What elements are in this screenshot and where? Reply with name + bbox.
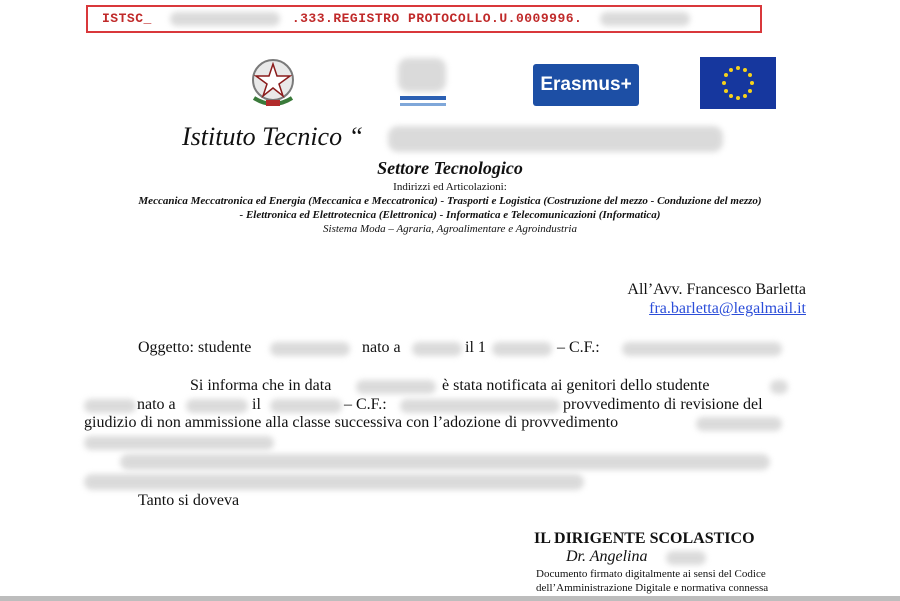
institute-subheading: Indirizzi ed Articolazioni: [393, 181, 507, 193]
para1-start: Si informa che in data [190, 377, 332, 394]
redaction [120, 454, 770, 470]
signature-note-1: Documento firmato digitalmente ai sensi del Codice [536, 568, 766, 580]
signature-name: Dr. Angelina [566, 548, 648, 565]
subject-prefix: Oggetto: studente [138, 339, 252, 356]
redaction [398, 58, 446, 92]
signature-note-2: dell’Amministrazione Digitale e normativa connessa [536, 582, 769, 594]
redaction [696, 417, 782, 431]
protocol-right: .333.REGISTRO PROTOCOLLO.U.0009996. [291, 11, 583, 26]
para2-cf: – C.F.: [344, 396, 387, 413]
logo-stripe [400, 96, 446, 100]
institute-subtitle: Settore Tecnologico [377, 158, 523, 178]
erasmus-logo [533, 64, 639, 106]
redaction [270, 342, 350, 356]
italian-emblem-logo [246, 54, 300, 110]
subject-cf: – C.F.: [557, 339, 600, 356]
para2-il: il [252, 396, 261, 413]
closing-text: Tanto si doveva [138, 492, 240, 509]
redaction [400, 399, 560, 413]
redaction [412, 342, 462, 356]
redaction [666, 551, 706, 565]
redaction [388, 126, 723, 152]
protocol-left: ISTSC_ [102, 11, 152, 26]
redaction [186, 399, 248, 413]
signature-role: IL DIRIGENTE SCOLASTICO [534, 530, 755, 547]
para2-nato: nato a [137, 396, 176, 413]
recipient-name: All’Avv. Francesco Barletta [627, 281, 806, 298]
redaction [356, 380, 436, 394]
institute-line-2: - Elettronica ed Elettrotecnica (Elettronica) - Informatica e Telecomunicazioni (Informatica) [239, 209, 661, 221]
redaction [492, 342, 552, 356]
redaction [622, 342, 782, 356]
para2-end: provvedimento di revisione del [563, 396, 763, 413]
redaction [770, 380, 788, 394]
institute-title: Istituto Tecnico “ [182, 122, 364, 151]
redaction [84, 399, 136, 413]
logo-stripe [400, 103, 446, 106]
redaction [84, 436, 274, 450]
subject-il: il 1 [465, 339, 486, 356]
institute-line-1: Meccanica Meccatronica ed Energia (Meccanica e Meccatronica) - Trasporti e Logistica (Costruzione del mezzo - Conduzione del mezzo) [138, 195, 762, 207]
redaction [600, 12, 690, 26]
para3-text: giudizio di non ammissione alla classe successiva con l’adozione di provvedimento [84, 414, 619, 431]
erasmus-logo-text: Erasmus+ [540, 74, 632, 95]
eu-flag-logo [700, 57, 776, 109]
redaction [270, 399, 342, 413]
redaction [84, 474, 584, 490]
para1-mid: è stata notificata ai genitori dello studente [442, 377, 710, 394]
recipient-email-link[interactable]: fra.barletta@legalmail.it [649, 300, 806, 317]
institute-line-3: Sistema Moda – Agraria, Agroalimentare e Agroindustria [323, 223, 577, 235]
bottom-scroll-edge [0, 596, 900, 601]
subject-nato: nato a [362, 339, 401, 356]
school-logo [398, 58, 448, 110]
redaction [170, 12, 280, 26]
